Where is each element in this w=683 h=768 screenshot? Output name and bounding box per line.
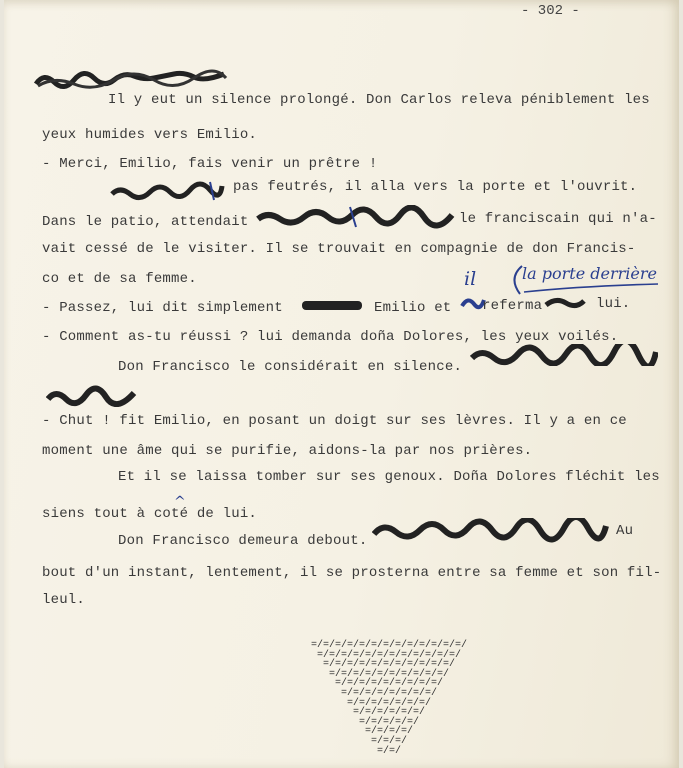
- ornament-row: =/=/=/=/=/=/: [352, 707, 425, 719]
- redaction-scribble-6: [544, 293, 586, 311]
- text-line-9: - Comment as-tu réussi ? lui demanda doña Dolores, les yeux voilés.: [42, 329, 619, 345]
- ornament-row: =/=/=/=/=/=/=/=/: [340, 687, 437, 699]
- ornament-row: =/=/=/=/=/=/=/=/=/=/: [328, 668, 450, 680]
- text-line-15a: Don Francisco demeura debout.: [118, 533, 368, 549]
- handwritten-accent: ^: [174, 494, 186, 510]
- ornament-row: =/=/=/=/=/=/=/: [346, 697, 431, 709]
- ornament-row: =/=/=/=/=/: [358, 716, 419, 728]
- ornament-row: =/=/=/: [370, 735, 407, 747]
- handwritten-il: il: [464, 268, 477, 290]
- text-line-13: Et il se laissa tomber sur ses genoux. Doña Dolores fléchit les: [118, 469, 660, 485]
- redaction-scribble-1: [34, 68, 229, 90]
- text-line-14: siens tout à coté de lui.: [42, 506, 258, 522]
- text-line-8a: - Passez, lui dit simplement: [42, 300, 283, 316]
- handwritten-underline: [522, 282, 662, 296]
- text-line-1: Il y eut un silence prolongé. Don Carlos releva péniblement les: [108, 92, 650, 108]
- ornament-row: =/=/=/=/=/=/=/=/=/=/=/: [322, 659, 456, 671]
- text-line-5b: le franciscain qui n'a-: [459, 211, 657, 227]
- text-line-10: Don Francisco le considérait en silence.: [118, 359, 463, 375]
- text-line-5a: Dans le patio, attendait: [42, 214, 249, 230]
- text-line-7: co et de sa femme.: [42, 271, 197, 287]
- redaction-scribble-8: [46, 385, 138, 407]
- ornament-row: =/=/: [376, 745, 401, 757]
- text-line-3: - Merci, Emilio, fais venir un prêtre !: [42, 156, 378, 172]
- handwritten-note: la porte derrière: [522, 264, 657, 283]
- redaction-scribble-7: [470, 344, 658, 366]
- text-line-4: pas feutrés, il alla vers la porte et l'ouvrit.: [233, 179, 638, 195]
- redaction-scribble-2: [110, 180, 226, 202]
- text-line-8c: referma: [482, 298, 543, 314]
- ornament-row: =/=/=/=/=/=/=/=/=/=/=/=/=/: [310, 640, 468, 651]
- text-line-6: vait cessé de le visiter. Il se trouvait en compagnie de don Francis-: [42, 241, 636, 257]
- redaction-scribble-3: [256, 205, 456, 229]
- ornament-row: =/=/=/=/=/=/=/=/=/: [334, 678, 444, 690]
- page-number: - 302 -: [521, 3, 580, 19]
- text-line-12: moment une âme qui se purifie, aidons-la par nos prières.: [42, 443, 533, 459]
- redaction-scribble-4: [300, 298, 366, 314]
- text-line-8b: Emilio et: [374, 300, 452, 316]
- text-line-2: yeux humides vers Emilio.: [42, 127, 258, 143]
- typed-ornament-triangle: [304, 641, 474, 756]
- ornament-row: =/=/=/=/: [364, 726, 413, 738]
- ornament-row: =/=/=/=/=/=/=/=/=/=/=/=/: [316, 649, 462, 661]
- text-line-16: bout d'un instant, lentement, il se prosterna entre sa femme et son fil-: [42, 565, 662, 581]
- redaction-scribble-9: [372, 518, 610, 544]
- text-line-11: - Chut ! fit Emilio, en posant un doigt sur ses lèvres. Il y a en ce: [42, 413, 627, 429]
- text-line-8d: lui.: [596, 296, 631, 312]
- text-line-17: leul.: [42, 592, 86, 608]
- typescript-page: [4, 0, 679, 768]
- text-line-15b: Au: [616, 523, 634, 539]
